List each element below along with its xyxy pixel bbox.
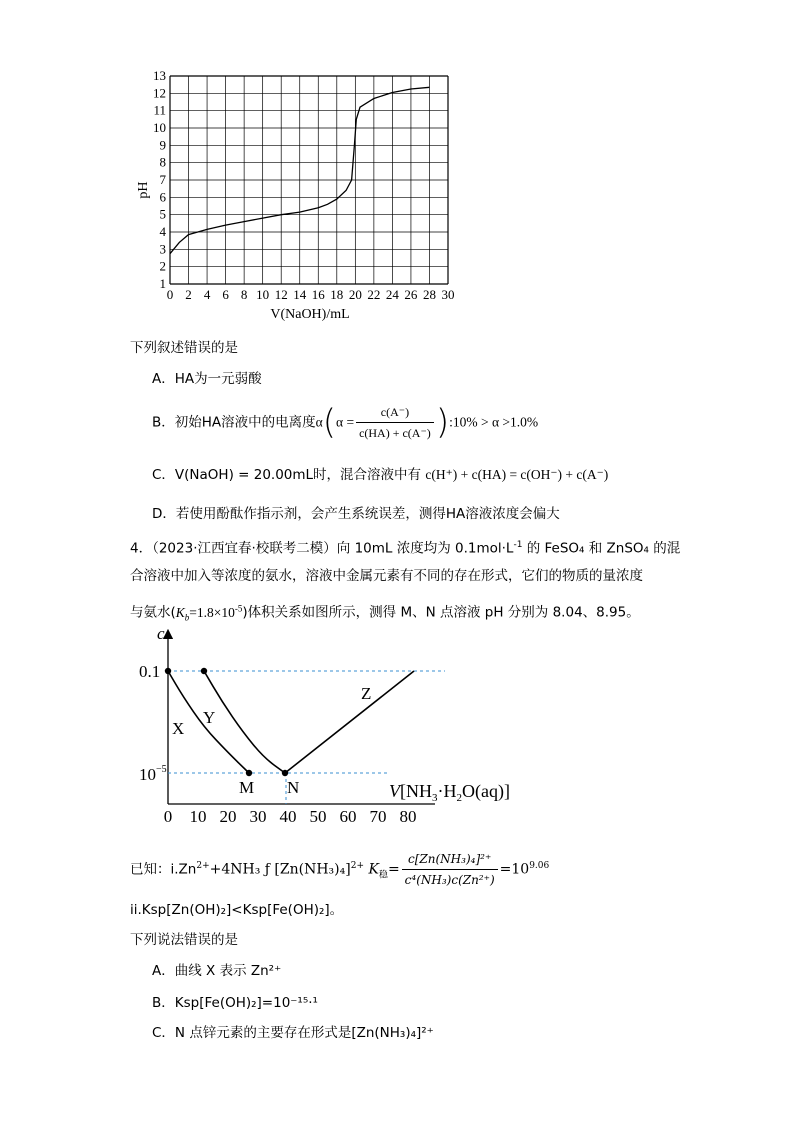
q3-b-numerator: c(A⁻): [356, 402, 434, 423]
q4-option-a: A．曲线 X 表示 Zn²⁺: [152, 963, 282, 979]
q4-option-b: B．Ksp[Fe(OH)₂]=10⁻¹⁵·¹: [152, 995, 318, 1011]
point-m: [246, 770, 252, 776]
c-x-tick: 50: [309, 807, 327, 826]
c-x-tick: 40: [279, 807, 297, 826]
q3-option-d: D．若使用酚酞作指示剂，会产生系统误差，测得HA溶液浓度会偏大: [152, 506, 560, 522]
q3-intro: 下列叙述错误的是: [130, 340, 238, 356]
q4-line-2: 合溶液中加入等浓度的氨水，溶液中金属元素有不同的存在形式，它们的物质的量浓度: [130, 568, 643, 584]
q4-line-1-main: 4．（2023·江西宜春·校联考二模）向 10mL 浓度均为 0.1mol·L: [130, 540, 514, 557]
titration-x-tick: 12: [274, 287, 288, 302]
curve-label-y: Y: [203, 708, 216, 727]
concentration-chart: [135, 622, 535, 830]
known-i-value: =10: [499, 861, 530, 878]
known-i-exponent: 9.06: [529, 860, 550, 871]
known-i-mid: +4NH₃ ƒ [Zn(NH₃)₄]: [209, 861, 351, 878]
c-x-label: $V[NH_3\cdot H_2O(aq)]$: [389, 781, 510, 804]
titration-y-tick: 7: [159, 172, 166, 187]
c-x-ticks: [164, 807, 417, 826]
q3-option-a: A．HA为一元弱酸: [152, 371, 262, 387]
titration-x-tick: 28: [422, 287, 436, 302]
q4-line-3-post: )体积关系如图所示，测得 M、N 点溶液 pH 分别为 8.04、8.95。: [242, 604, 640, 621]
titration-y-label: pH: [136, 181, 151, 199]
c-x-tick: 10: [189, 807, 207, 826]
c-x-tick: 70: [369, 807, 387, 826]
c-y-label-top: 0.1: [139, 662, 161, 681]
curve-y: [204, 671, 285, 773]
c-y-label-bottom: $10^{-5}$: [139, 764, 167, 784]
titration-x-tick: 4: [203, 287, 211, 302]
q3-option-b: B．初始HA溶液中的电离度α(α = $\frac{c(A^-)}{c(HA) + c(A^-)}$ ):10% > α >1.0%: [152, 402, 539, 443]
q4-line-3: 与氨水$(K_b=1.8\times 10^{-5})$体积关系如图所示，测得 M、N 点溶液 pH 分别为 8.04、8.95。: [130, 603, 640, 623]
q4-line-1-tail: 的 FeSO₄ 和 ZnSO₄ 的混: [522, 540, 681, 557]
titration-y-tick: 8: [159, 154, 166, 170]
q4-line-1: 4．（2023·江西宜春·校联考二模）向 10mL 浓度均为 $0.1mol\cdot L^{-1}$ 的 FeSO₄ 和 ZnSO₄ 的混: [130, 540, 681, 557]
q4-option-c: C．N 点锌元素的主要存在形式是[Zn(NH₃)₄]²⁺: [152, 1025, 434, 1041]
titration-y-tick: 11: [153, 102, 166, 118]
titration-x-ticks: [167, 287, 455, 302]
titration-x-tick: 20: [348, 287, 362, 302]
known-i-numerator: c[Zn(NH₃)₄]²⁺: [402, 849, 498, 870]
known-ii: ii.Ksp[Zn(OH)₂]<Ksp[Fe(OH)₂]。: [130, 902, 344, 918]
titration-x-tick: 0: [166, 287, 174, 302]
titration-x-tick: 30: [441, 287, 455, 302]
point-label-m: M: [239, 778, 255, 797]
q3-option-b-prefix: B．初始HA溶液中的电离度: [152, 414, 316, 431]
known-i-prefix: 已知：i.Zn: [130, 861, 197, 878]
curve-label-x: X: [172, 719, 185, 738]
titration-y-tick: 1: [159, 276, 166, 291]
known-i-denominator: c⁴(NH₃)c(Zn²⁺): [404, 873, 495, 887]
titration-x-tick: 8: [240, 287, 248, 302]
titration-x-tick: 16: [311, 287, 325, 302]
titration-x-tick: 18: [330, 287, 344, 302]
q4-intro: 下列说法错误的是: [130, 932, 238, 948]
titration-x-tick: 24: [385, 287, 399, 302]
titration-x-tick: 26: [404, 287, 418, 302]
known-i-k: K: [368, 861, 379, 878]
q3-option-c-prefix: C．V(NaOH) = 20.00mL时，混合溶液中有: [152, 467, 422, 483]
titration-y-tick: 4: [159, 224, 166, 239]
titration-y-tick: 12: [153, 85, 166, 101]
c-y-label: c: [157, 624, 165, 643]
c-x-tick: 20: [219, 807, 237, 826]
titration-x-label: V(NaOH)/mL: [270, 307, 350, 322]
titration-grid: [170, 76, 448, 284]
titration-y-tick: 10: [153, 120, 166, 135]
point-n: [282, 770, 288, 776]
c-x-tick: 0: [163, 807, 173, 826]
titration-y-ticks: [153, 68, 167, 291]
titration-y-tick: 3: [159, 241, 166, 257]
titration-y-tick: 2: [159, 258, 166, 274]
q3-option-c: [152, 465, 608, 485]
q3-b-range: :10% > α >1.0%: [449, 414, 539, 430]
q3-option-c-equation: c(H⁺) + c(HA) = c(OH⁻) + c(A⁻): [425, 467, 609, 482]
c-x-tick: 80: [399, 807, 417, 826]
curve-z: [285, 671, 414, 773]
titration-y-tick: 13: [153, 68, 166, 83]
titration-y-tick: 9: [159, 137, 166, 153]
point-y-start: [201, 668, 207, 674]
c-y-label-bottom-exp: −5: [156, 764, 167, 775]
curve-label-z: Z: [361, 684, 372, 703]
known-i: 已知：$i.Zn^{2+}+4NH_3$ ƒ $[Zn(NH_3)_4]^{2+}$ $K_稳=$ $\frac{\text{c[Zn(NH₃)₄]²⁺}}{\text{c⁴(NH₃)c(Zn²⁺)}}$ $=10^{9.06}$: [130, 849, 549, 879]
point-x-start: [165, 668, 171, 674]
titration-y-tick: 6: [159, 189, 166, 205]
q4-line-3-pre: 与氨水(: [130, 604, 176, 621]
titration-x-tick: 2: [185, 287, 192, 302]
titration-y-tick: 5: [159, 206, 166, 222]
titration-x-tick: 14: [293, 287, 307, 302]
c-x-tick: 60: [339, 807, 357, 826]
q3-b-denominator: c(HA) + c(A⁻): [359, 426, 431, 440]
c-x-tick: 30: [249, 807, 267, 826]
point-label-n: N: [287, 778, 300, 797]
titration-x-tick: 22: [367, 287, 381, 302]
titration-x-tick: 6: [222, 287, 229, 302]
titration-x-tick: 10: [256, 287, 270, 302]
titration-chart: [130, 66, 460, 324]
